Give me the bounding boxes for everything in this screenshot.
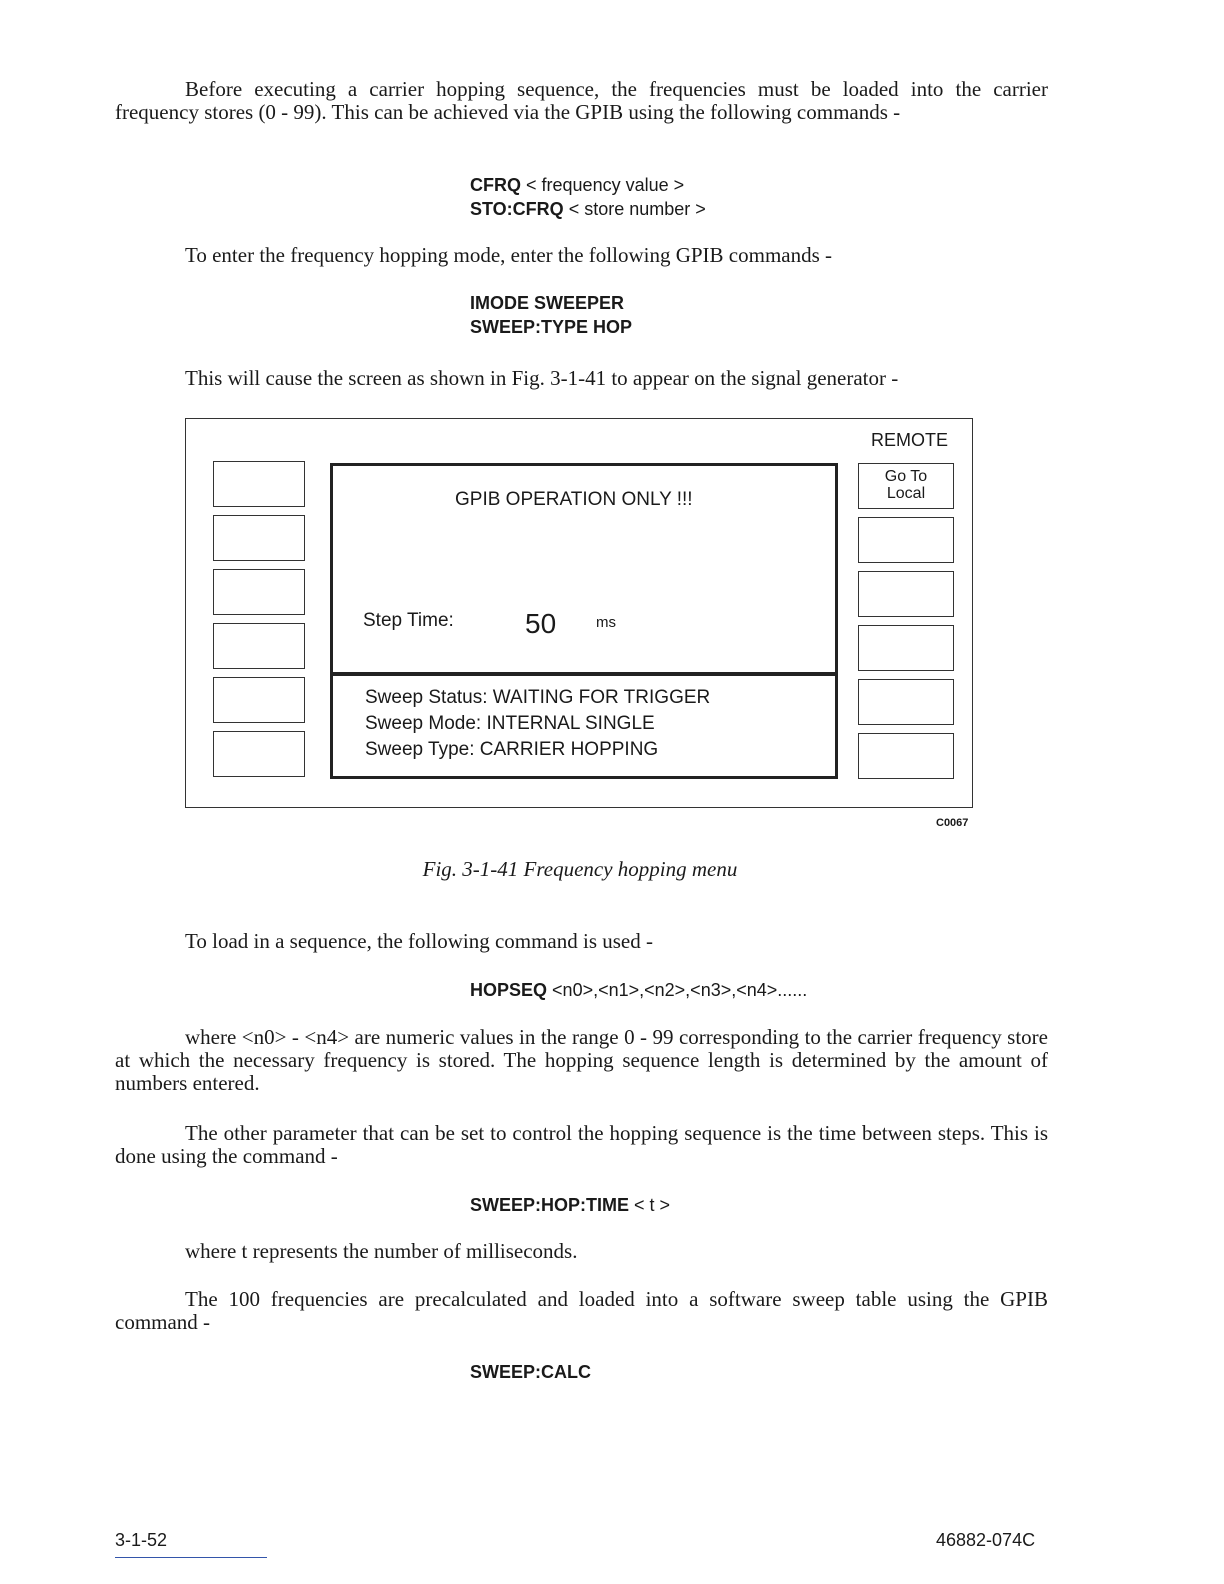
figure-caption: Fig. 3-1-41 Frequency hopping menu — [422, 857, 738, 881]
sto-cfrq-command: STO:CFRQ < store number > — [470, 199, 706, 219]
footer-rule — [115, 1557, 267, 1558]
document-number: 46882-074C — [936, 1530, 1036, 1550]
hopseq-command: HOPSEQ <n0>,<n1>,<n2>,<n3>,<n4>...... — [470, 980, 808, 1000]
remote-indicator: REMOTE — [871, 430, 949, 450]
right-softkey-2[interactable] — [858, 517, 954, 563]
page-number: 3-1-52 — [115, 1530, 168, 1550]
hop-time-command: SWEEP:HOP:TIME < t > — [470, 1195, 671, 1215]
right-softkey-3[interactable] — [858, 571, 954, 617]
left-softkey-5[interactable] — [213, 677, 305, 723]
enter-mode-paragraph: To enter the frequency hopping mode, enter the following GPIB commands - — [185, 243, 833, 267]
sweep-type-command: SWEEP:TYPE HOP — [470, 317, 633, 337]
go-to-local-button[interactable] — [858, 463, 954, 509]
step-time-label: Step Time: — [363, 610, 454, 631]
sweep-status-line: Sweep Status: WAITING FOR TRIGGER — [365, 687, 711, 708]
right-softkey-6[interactable] — [858, 733, 954, 779]
left-softkey-4[interactable] — [213, 623, 305, 669]
left-softkey-6[interactable] — [213, 731, 305, 777]
sweep-calc-command: SWEEP:CALC — [470, 1362, 591, 1382]
imode-command: IMODE SWEEPER — [470, 293, 625, 313]
sweep-mode-line: Sweep Mode: INTERNAL SINGLE — [365, 713, 655, 734]
other-parameter-paragraph: The other parameter that can be set to control the hopping sequence is the time between steps. This is done using the command - — [115, 1121, 1048, 1168]
gpib-message: GPIB OPERATION ONLY !!! — [455, 489, 693, 510]
screen-note-paragraph: This will cause the screen as shown in Fig. 3-1-41 to appear on the signal generator - — [185, 366, 899, 390]
right-softkey-5[interactable] — [858, 679, 954, 725]
where-t-paragraph: where t represents the number of milliseconds. — [185, 1239, 578, 1263]
sweep-type-line: Sweep Type: CARRIER HOPPING — [365, 739, 659, 760]
load-sequence-paragraph: To load in a sequence, the following command is used - — [185, 929, 653, 953]
step-time-unit: ms — [596, 614, 616, 631]
left-softkey-1[interactable] — [213, 461, 305, 507]
left-softkey-2[interactable] — [213, 515, 305, 561]
figure-code: C0067 — [936, 817, 969, 829]
cfrq-command: CFRQ < frequency value > — [470, 175, 685, 195]
intro-paragraph: Before executing a carrier hopping sequence, the frequencies must be loaded into the carrier frequency stores (0 - 99). This can be achieved via the GPIB using the following commands - — [115, 77, 1048, 124]
precalc-paragraph: The 100 frequencies are precalculated and loaded into a software sweep table using the GPIB command - — [115, 1287, 1048, 1334]
left-softkey-3[interactable] — [213, 569, 305, 615]
go-to-local-label-line1: Go To — [884, 468, 928, 485]
go-to-local-label-line2: Local — [886, 485, 926, 502]
step-time-value: 50 — [525, 608, 557, 639]
where-n-paragraph: where <n0> - <n4> are numeric values in the range 0 - 99 corresponding to the carrier frequency store at which the necessary frequency is stored. The hopping sequence length is determined by the amount of numbers entered. — [115, 1025, 1048, 1095]
right-softkey-4[interactable] — [858, 625, 954, 671]
